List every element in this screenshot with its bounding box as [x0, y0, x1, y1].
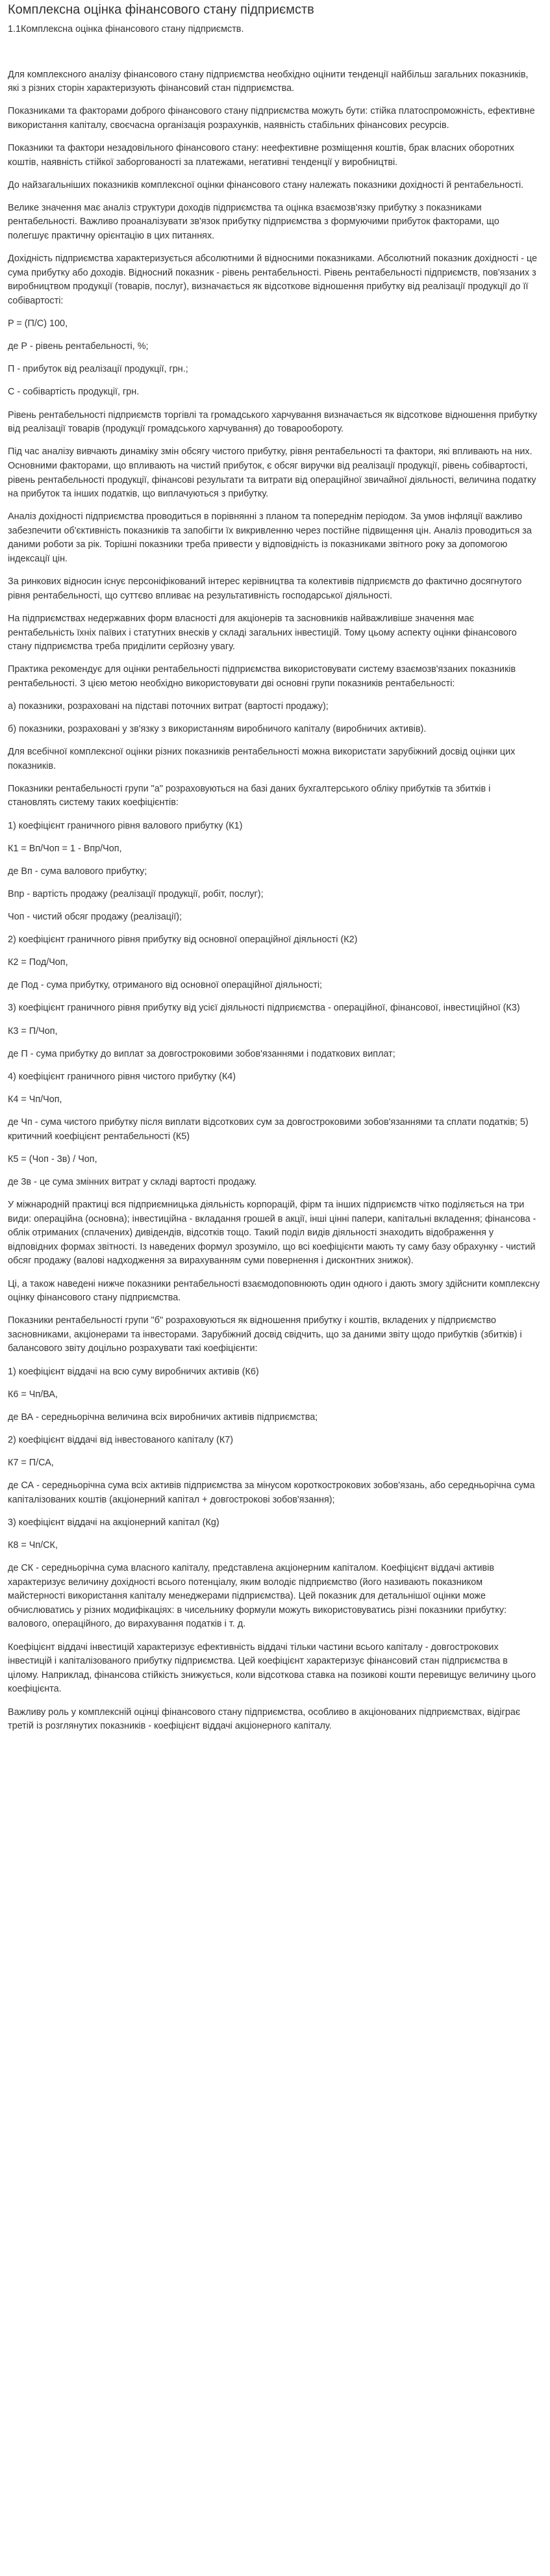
paragraph: Показники рентабельності групи "а" розраховуються на базі даних бухгалтерського обліку прибутків та збитків і становлять систему таких коефіцієнтів:: [8, 783, 491, 808]
paragraph: К1 = Вп/Чоп = 1 - Впр/Чоп,: [8, 843, 122, 854]
paragraph: К4 = Чп/Чоп,: [8, 1094, 62, 1105]
paragraph: К8 = Чп/СК,: [8, 1539, 58, 1551]
paragraph: 3) коефіцієнт граничного рівня прибутку від усієї діяльності підприємства - операційної, фінансової, інвестиційної (К3): [8, 1003, 520, 1014]
paragraph: де ВА - середньорічна величина всіх виробничих активів підприємства;: [8, 1411, 318, 1423]
paragraph: Практика рекомендує для оцінки рентабельності підприємства використовувати систему взаємозв'язаних показників рентабельності. З цією метою необхідно використовувати дві основні групи показників рентабельності:: [8, 664, 516, 689]
paragraph: Показниками та факторами доброго фінансового стану підприємства можуть бути: стійка платоспроможність, ефективне використання капіталу, своєчасна організація розрахунків, наявність стабільних фінансових ресурсів.: [8, 106, 535, 131]
paragraph: Рівень рентабельності підприємств торгівлі та громадського харчування визначається як відсоткове відношення прибутку від реалізації товарів (продукції громадського харчування) до товарообороту.: [8, 409, 538, 435]
paragraph: К5 = (Чоп - 3в) / Чоп,: [8, 1153, 97, 1165]
paragraph: Показники рентабельності групи "б" розраховуються як відношення прибутку і коштів, вкладених у підприємство засновниками, акціонерами та інвесторами. Зарубіжний досвід свідчить, що за даними звіту щодо прибутків (збитків) і балансового звіту доцільно розрахувати такі коефіцієнти:: [8, 1315, 522, 1354]
paragraph: К6 = Чп/ВА,: [8, 1389, 58, 1400]
paragraph: Чоп - чистий обсяг продажу (реалізації);: [8, 912, 182, 923]
paragraph: У міжнародній практиці вся підприємницька діяльність корпорацій, фірм та інших підприємств чітко поділяється на три види: операційна (основна); інвестиційна - вкладання грошей в акції, інші цінні папери, капітальні вкладення; фінансова - облік отриманих (сплачених) дивідендів, відсотків тощо. Такий поділ видів діяльності знаходить відображення у відповідних формах звітності. Із наведених формул зрозуміло, що всі коефіцієнти мають ту саму базу обрахунку - чистий обсяг продажу (валові надходження за вирахуванням суми повернення і дисконтних знижок).: [8, 1199, 536, 1267]
paragraph: 2) коефіцієнт граничного рівня прибутку від основної операційної діяльності (К2): [8, 934, 358, 946]
paragraph: П - прибуток від реалізації продукції, грн.;: [8, 364, 188, 375]
paragraph: Аналіз дохідності підприємства проводиться в порівнянні з планом та попереднім періодом. За умов інфляції важливо забезпечити об'єктивність показників та запобігти їх викривленню через постійне підвищення цін. Аналіз проводиться за даними роботи за рік. Торішні показники треба привести у відповідність із показниками звітного року за допомогою індексації цін.: [8, 511, 532, 565]
paragraph: 4) коефіцієнт граничного рівня чистого прибутку (К4): [8, 1071, 236, 1082]
paragraph: Для комплексного аналізу фінансового стану підприємства необхідно оцінити тенденції найбільш загальних показників, які з різних сторін характеризують фінансовий стан підприємства.: [8, 69, 529, 94]
paragraph: 2) коефіцієнт віддачі від інвестованого капіталу (К7): [8, 1434, 234, 1445]
document-page: [0, 1, 550, 1734]
paragraph: Велике значення має аналіз структури доходів підприємства та оцінка взаємозв'язку прибутку з показниками рентабельності. Важливо проаналізувати зв'язок прибутку підприємства з формуючими прибуток факторами, що полегшує практичну орієнтацію в цих питаннях.: [8, 202, 499, 242]
paragraph: 1) коефіцієнт віддачі на всю суму виробничих активів (К6): [8, 1366, 259, 1377]
paragraph: де Р - рівень рентабельності, %;: [8, 341, 149, 352]
paragraph: К3 = П/Чоп,: [8, 1025, 58, 1037]
paragraph: Для всебічної комплексної оцінки різних показників рентабельності можна використати зарубіжний досвід оцінки цих показників.: [8, 747, 516, 771]
article-body: [8, 68, 541, 1734]
paragraph: Коефіцієнт віддачі інвестицій характеризує ефективність віддачі тільки частини всього капіталу - довгострокових інвестицій і капіталізованого прибутку підприємства. Цей коефіцієнт характеризує фінансовий стан підприємства в цілому. Наприклад, фінансова стійкість знижується, коли відсоткова ставка на позикові кошти перевищує величину цього коефіцієнта.: [8, 1642, 536, 1695]
paragraph: 1) коефіцієнт граничного рівня валового прибутку (К1): [8, 820, 243, 831]
paragraph: де СА - середньорічна сума всіх активів підприємства за мінусом короткострокових зобов'язань, або середньорічна сума капіталізованих коштів (акціонерний капітал + довгострокові зобов'язання);: [8, 1480, 535, 1505]
paragraph: Дохідність підприємства характеризується абсолютними й відносними показниками. Абсолютний показник дохідності - це сума прибутку або доходів. Відносний показник - рівень рентабельності. Рівень рентабельності підприємств, пов'язаних з виробництвом продукції (товарів, послуг), визначається як відсоткове відношення прибутку від реалізації продукції до її собівартості:: [8, 253, 538, 307]
paragraph: де Под - сума прибутку, отриманого від основної операційної діяльності;: [8, 980, 323, 991]
paragraph: де Вп - сума валового прибутку;: [8, 866, 147, 877]
paragraph: К7 = П/СА,: [8, 1457, 54, 1468]
paragraph: С - собівартість продукції, грн.: [8, 387, 140, 398]
paragraph: Під час аналізу вивчають динаміку змін обсягу чистого прибутку, рівня рентабельності та фактори, які впливають на них. Основними факторами, що впливають на чистий прибуток, є обсяг виручки від реалізації продукції, рівень собівартості, рівень рентабельності продукції, фінансові результати та витрати від операційної звичайної діяльності, величина податку на прибуток та інших податків, що виплачуються з прибутку.: [8, 446, 536, 500]
paragraph: За ринкових відносин існує персоніфікований інтерес керівництва та колективів підприємств до фактично досягнутого рівня рентабельності, що суттєво впливає на результативність господарської діяльності.: [8, 576, 522, 601]
paragraph: 3) коефіцієнт віддачі на акціонерний капітал (Кg): [8, 1517, 219, 1528]
paragraph: де СК - середньорічна сума власного капіталу, представлена акціонерним капіталом. Коефіцієнт віддачі активів характеризує величину дохідності всього потенціалу, яким володіє підприємство (його називають показником майстерності використання капіталу менеджерами підприємства). Цей показник для детальнішої оцінки може обчислюватись у різних модифікаціях: в чисельнику формули можуть використовуватись різні показники прибутку: валового, операційного, до вирахування податків і т. д.: [8, 1563, 507, 1630]
paragraph: де Чп - сума чистого прибутку після виплати відсоткових сум за довгостроковими зобов'язаннями та сплати податків; 5) критичний коефіцієнт рентабельності (К5): [8, 1117, 529, 1142]
section-subtitle: 1.1Комплексна оцінка фінансового стану підприємств.: [8, 24, 244, 34]
paragraph: де 3в - це сума змінних витрат у складі вартості продажу.: [8, 1176, 257, 1187]
paragraph: Показники та фактори незадовільного фінансового стану: неефективне розміщення коштів, брак власних оборотних коштів, наявність стійкої заборгованості за платежами, негативні тенденції у виробництві.: [8, 143, 514, 168]
paragraph: До найзагальніших показників комплексної оцінки фінансового стану належать показники дохідності й рентабельності.: [8, 179, 524, 190]
paragraph: де П - сума прибутку до виплат за довгостроковими зобов'язаннями і податкових виплат;: [8, 1048, 395, 1059]
paragraph: Ці, а також наведені нижче показники рентабельності взаємодоповнюють один одного і дають змогу здійснити комплексну оцінку фінансового стану підприємства.: [8, 1278, 540, 1304]
paragraph: Важливу роль у комплексній оцінці фінансового стану підприємства, особливо в акціонованих підприємствах, відіграє третій із розглянутих показників - коефіцієнт віддачі акціонерного капіталу.: [8, 1707, 521, 1732]
paragraph: P = (П/С) 100,: [8, 318, 68, 329]
paragraph: На підприємствах недержавних форм власності для акціонерів та засновників найважливіше значення має рентабельність їхніх паївих і статутних внесків у складі загальних інвестицій. Тому цьому аспекту оцінки фінансового стану підприємства треба приділити серйозну увагу.: [8, 613, 517, 652]
page-title: Комплексна оцінка фінансового стану підприємств: [8, 3, 314, 17]
paragraph: Впр - вартість продажу (реалізації продукції, робіт, послуг);: [8, 888, 264, 899]
paragraph: К2 = Под/Чоп,: [8, 957, 68, 968]
paragraph: а) показники, розраховані на підставі поточних витрат (вартості продажу);: [8, 701, 329, 712]
paragraph: б) показники, розраховані у зв'язку з використанням виробничого капіталу (виробничих активів).: [8, 724, 427, 735]
